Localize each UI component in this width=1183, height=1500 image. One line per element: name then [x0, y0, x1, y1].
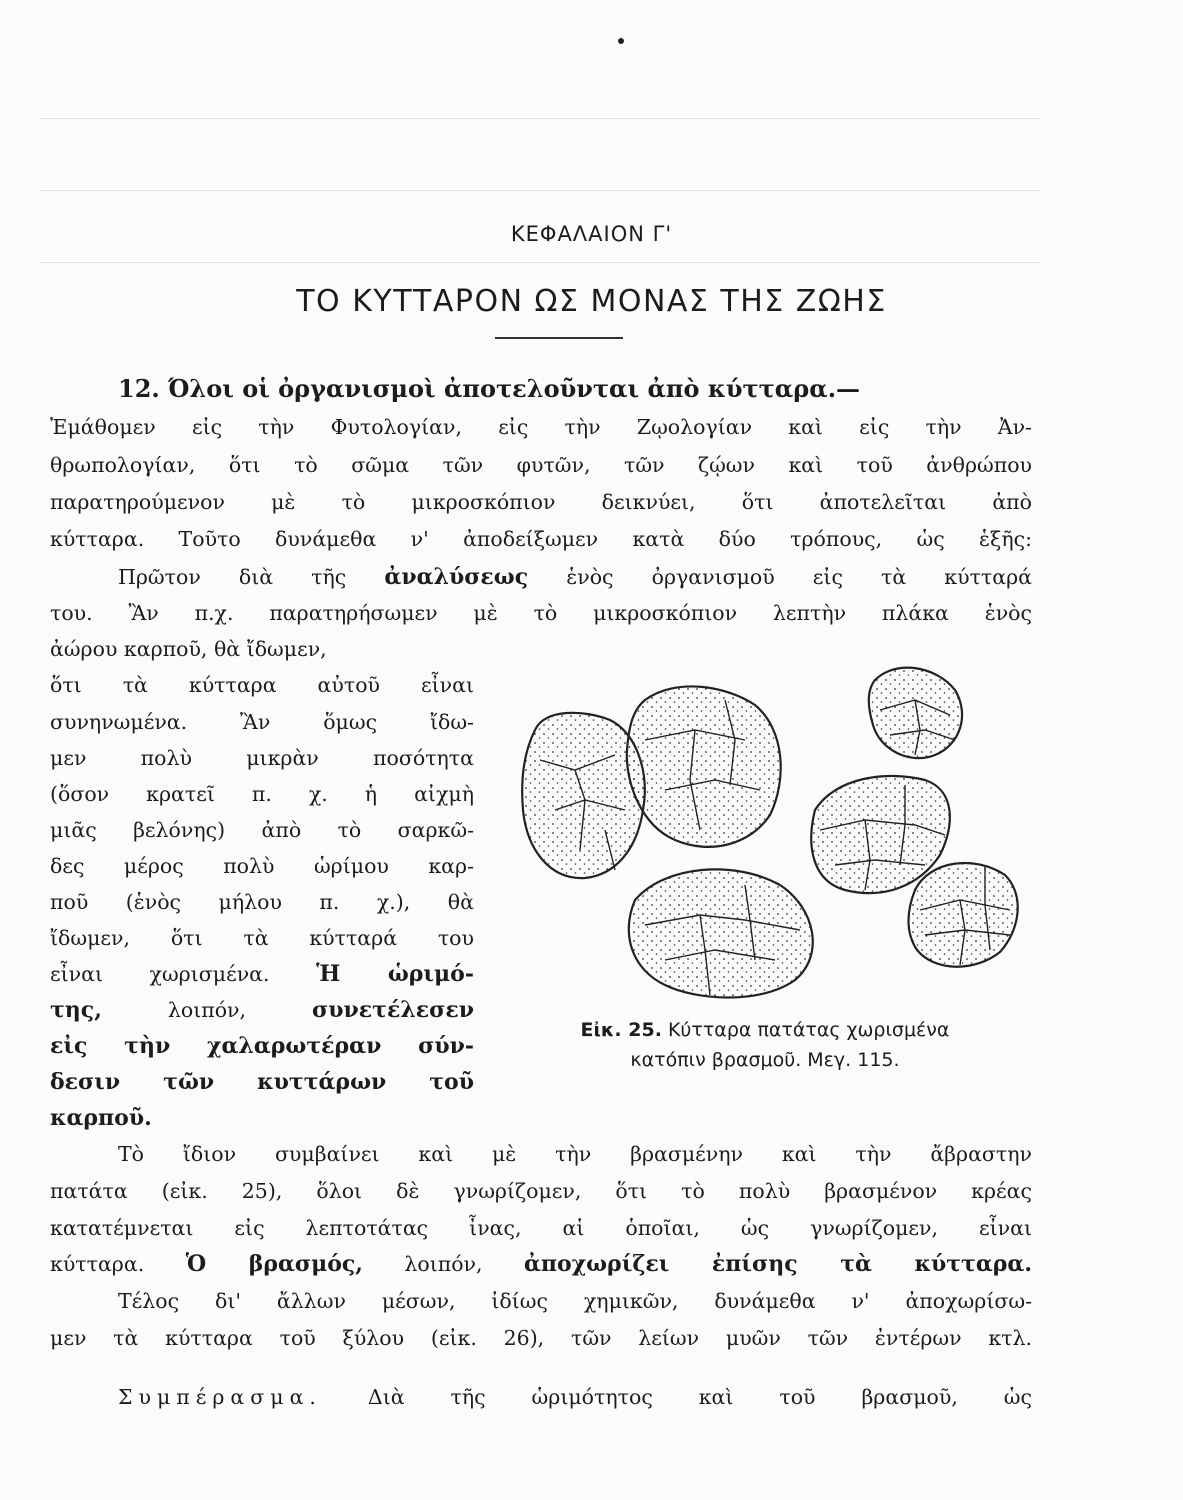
emphasis: συνετέλεσεν	[312, 997, 474, 1023]
page-title: ΤΟ ΚΥΤΤΑΡΟΝ ΩΣ ΜΟΝΑΣ ΤΗΣ ΖΩΗΣ	[296, 284, 887, 319]
narrow-line: της, λοιπόν, συνετέλεσεν	[50, 997, 474, 1023]
paragraph-line: κύτταρα. Ὁ βρασμός, λοιπόν, ἀποχωρίζει ἐπίσης τὰ κύτταρα.	[50, 1251, 1032, 1277]
narrow-line: μιᾶς βελόνης) ἀπὸ τὸ σαρκῶ-	[50, 818, 474, 842]
print-speck	[618, 38, 624, 44]
chapter-label: ΚΕΦΑΛΑΙΟΝ Γ'	[510, 222, 673, 246]
narrow-line: (ὅσον κρατεῖ π. χ. ἡ αἰχμὴ	[50, 782, 474, 806]
emphasis: ἀποχωρίζει ἐπίσης τὰ κύτταρα.	[523, 1251, 1032, 1277]
cell-cluster	[629, 869, 813, 997]
narrow-line-bold: δεσιν τῶν κυττάρων τοῦ	[50, 1069, 474, 1095]
figure-caption-line-2: κατόπιν βρασμοῦ. Μεγ. 115.	[630, 1049, 900, 1071]
show-through-line	[40, 118, 1040, 119]
narrow-line: ὅτι τὰ κύτταρα αὐτοῦ εἶναι	[50, 673, 474, 697]
paragraph-line: Ἐμάθομεν εἰς τὴν Φυτολογίαν, εἰς τὴν Ζῳολογίαν καὶ εἰς τὴν Ἀν-	[50, 415, 1032, 439]
narrow-line: ἴδωμεν, ὅτι τὰ κύτταρά του	[50, 926, 474, 950]
paragraph-line: κατατέμνεται εἰς λεπτοτάτας ἶνας, αἱ ὁποῖαι, ὡς γνωρίζομεν, εἶναι	[50, 1216, 1032, 1240]
emphasis: ἀναλύσεως	[384, 564, 529, 590]
cell-cluster	[627, 686, 781, 846]
figure-label: Εἰκ. 25.	[580, 1019, 662, 1041]
narrow-line: μεν πολὺ μικρὰν ποσότητα	[50, 746, 474, 770]
narrow-line: ἀώρου καρποῦ, θὰ ἴδωμεν,	[50, 637, 327, 661]
narrow-line-bold: εἰς τὴν χαλαρωτέραν σύν-	[50, 1033, 474, 1059]
emphasis: Ἡ ὡριμό-	[316, 961, 474, 987]
paragraph-line: του. Ἂν π.χ. παρατηρήσωμεν μὲ τὸ μικροσκόπιον λεπτὴν πλάκα ἑνὸς	[50, 601, 1032, 625]
figure-caption-line-1: Εἰκ. 25. Κύτταρα πατάτας χωρισμένα	[580, 1019, 950, 1041]
paragraph-line: παρατηρούμενον μὲ τὸ μικροσκόπιον δεικνύει, ὅτι ἀποτελεῖται ἀπὸ	[50, 490, 1032, 514]
section-heading: 12. Όλοι οἱ ὀργανισμοὶ ἀποτελοῦνται ἀπὸ κύτταρα.—	[118, 374, 861, 403]
paragraph-line: Πρῶτον διὰ τῆς ἀναλύσεως ἑνὸς ὀργανισμοῦ εἰς τὰ κύτταρά	[118, 564, 1032, 590]
show-through-line	[40, 262, 1040, 263]
cell-cluster	[869, 668, 962, 758]
paragraph-line: θρωπολογίαν, ὅτι τὸ σῶμα τῶν φυτῶν, τῶν ζῴων καὶ τοῦ ἀνθρώπου	[50, 453, 1032, 477]
narrow-line-bold: καρποῦ.	[50, 1105, 152, 1131]
paragraph-line: πατάτα (εἰκ. 25), ὅλοι δὲ γνωρίζομεν, ὅτι τὸ πολὺ βρασμένον κρέας	[50, 1179, 1032, 1203]
paragraph-line: μεν τὰ κύτταρα τοῦ ξύλου (εἰκ. 26), τῶν λείων μυῶν τῶν ἐντέρων κτλ.	[50, 1326, 1032, 1350]
conclusion-line: Συμπέρασμα. Διὰ τῆς ὡριμότητος καὶ τοῦ βρασμοῦ, ὡς	[118, 1385, 1032, 1409]
narrow-line: συνηνωμένα. Ἂν ὅμως ἴδω-	[50, 710, 474, 734]
potato-cells-figure	[515, 660, 1035, 1000]
paragraph-line: Τὸ ἴδιον συμβαίνει καὶ μὲ τὴν βρασμένην καὶ τὴν ἄβραστην	[118, 1142, 1032, 1166]
emphasis: Ὁ βρασμός,	[185, 1251, 363, 1277]
conclusion-label: Συμπέρασμα.	[118, 1385, 322, 1409]
narrow-line: ποῦ (ἑνὸς μήλου π. χ.), θὰ	[50, 890, 474, 914]
title-divider	[495, 337, 623, 339]
narrow-line: δες μέρος πολὺ ὡρίμου καρ-	[50, 854, 474, 878]
paragraph-line: κύτταρα. Τοῦτο δυνάμεθα ν' ἀποδείξωμεν κατὰ δύο τρόπους, ὡς ἑξῆς:	[50, 527, 1032, 551]
emphasis: της,	[50, 997, 102, 1023]
paragraph-line: Τέλος δι' ἄλλων μέσων, ἰδίως χημικῶν, δυνάμεθα ν' ἀποχωρίσω-	[118, 1289, 1032, 1313]
show-through-line	[40, 190, 1040, 191]
narrow-line: εἶναι χωρισμένα. Ἡ ὡριμό-	[50, 961, 474, 987]
